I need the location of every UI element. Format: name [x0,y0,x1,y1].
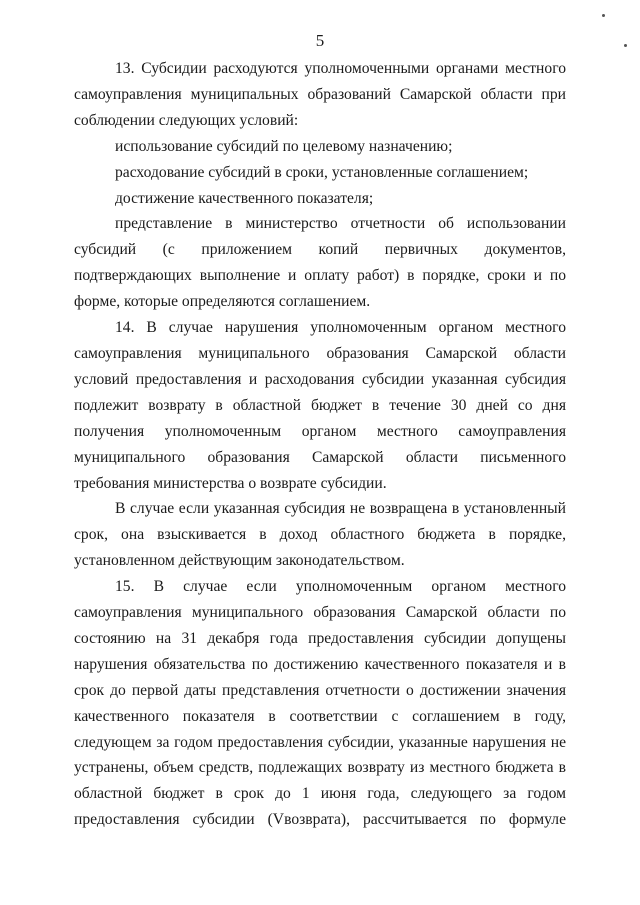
page-number: 5 [315,31,325,50]
document-body [74,56,566,833]
condition-item: достижение качественного показателя; [115,189,374,207]
condition-item: представление в министерство отчетности об использовании субсидий (с приложением копий первичных документов, подтверждающих выполнение и оплату работ) в порядке, сроки и по форме, которые определяются соглашением. [74,215,566,311]
condition-item: расходование субсидий в сроки, установленные соглашением; [115,163,529,181]
paragraph-14: 14. В случае нарушения уполномоченным органом местного самоуправления муниципального образования Самарской области условий предоставления и расходования субсидии указанная субсидия подлежит возврату в областной бюджет в течение 30 дней со дня получения уполномоченным органом местного самоуправления муниципального образования Самарской области письменного требования министерства о возврате субсидии. [74,319,566,492]
paragraph-13: 13. Субсидии расходуются уполномоченными органами местного самоуправления муниципальных образований Самарской области при соблюдении следующих условий: [74,60,566,129]
paragraph-14-continuation: В случае если указанная субсидия не возвращена в установленный срок, она взыскивается в доход областного бюджета в порядке, установленном действующим законодательством. [74,500,566,570]
condition-item: использование субсидий по целевому назначению; [115,137,453,155]
scan-speck [602,14,605,17]
paragraph-15: 15. В случае если уполномоченным органом местного самоуправления муниципального образования Самарской области по состоянию на 31 декабря года предоставления субсидии допущены нарушения обязательства по достижению качественного показателя и в срок до первой даты представления отчетности о достижении значения качественного показателя в соответствии с соглашением в году, следующем за годом предоставления субсидии, указанные нарушения не устранены, объем средств, подлежащих возврату из местного бюджета в областной бюджет в срок до 1 июня года, следующего за годом предоставления субсидии (Vвозврата), рассчитывается по формуле [74,578,566,829]
